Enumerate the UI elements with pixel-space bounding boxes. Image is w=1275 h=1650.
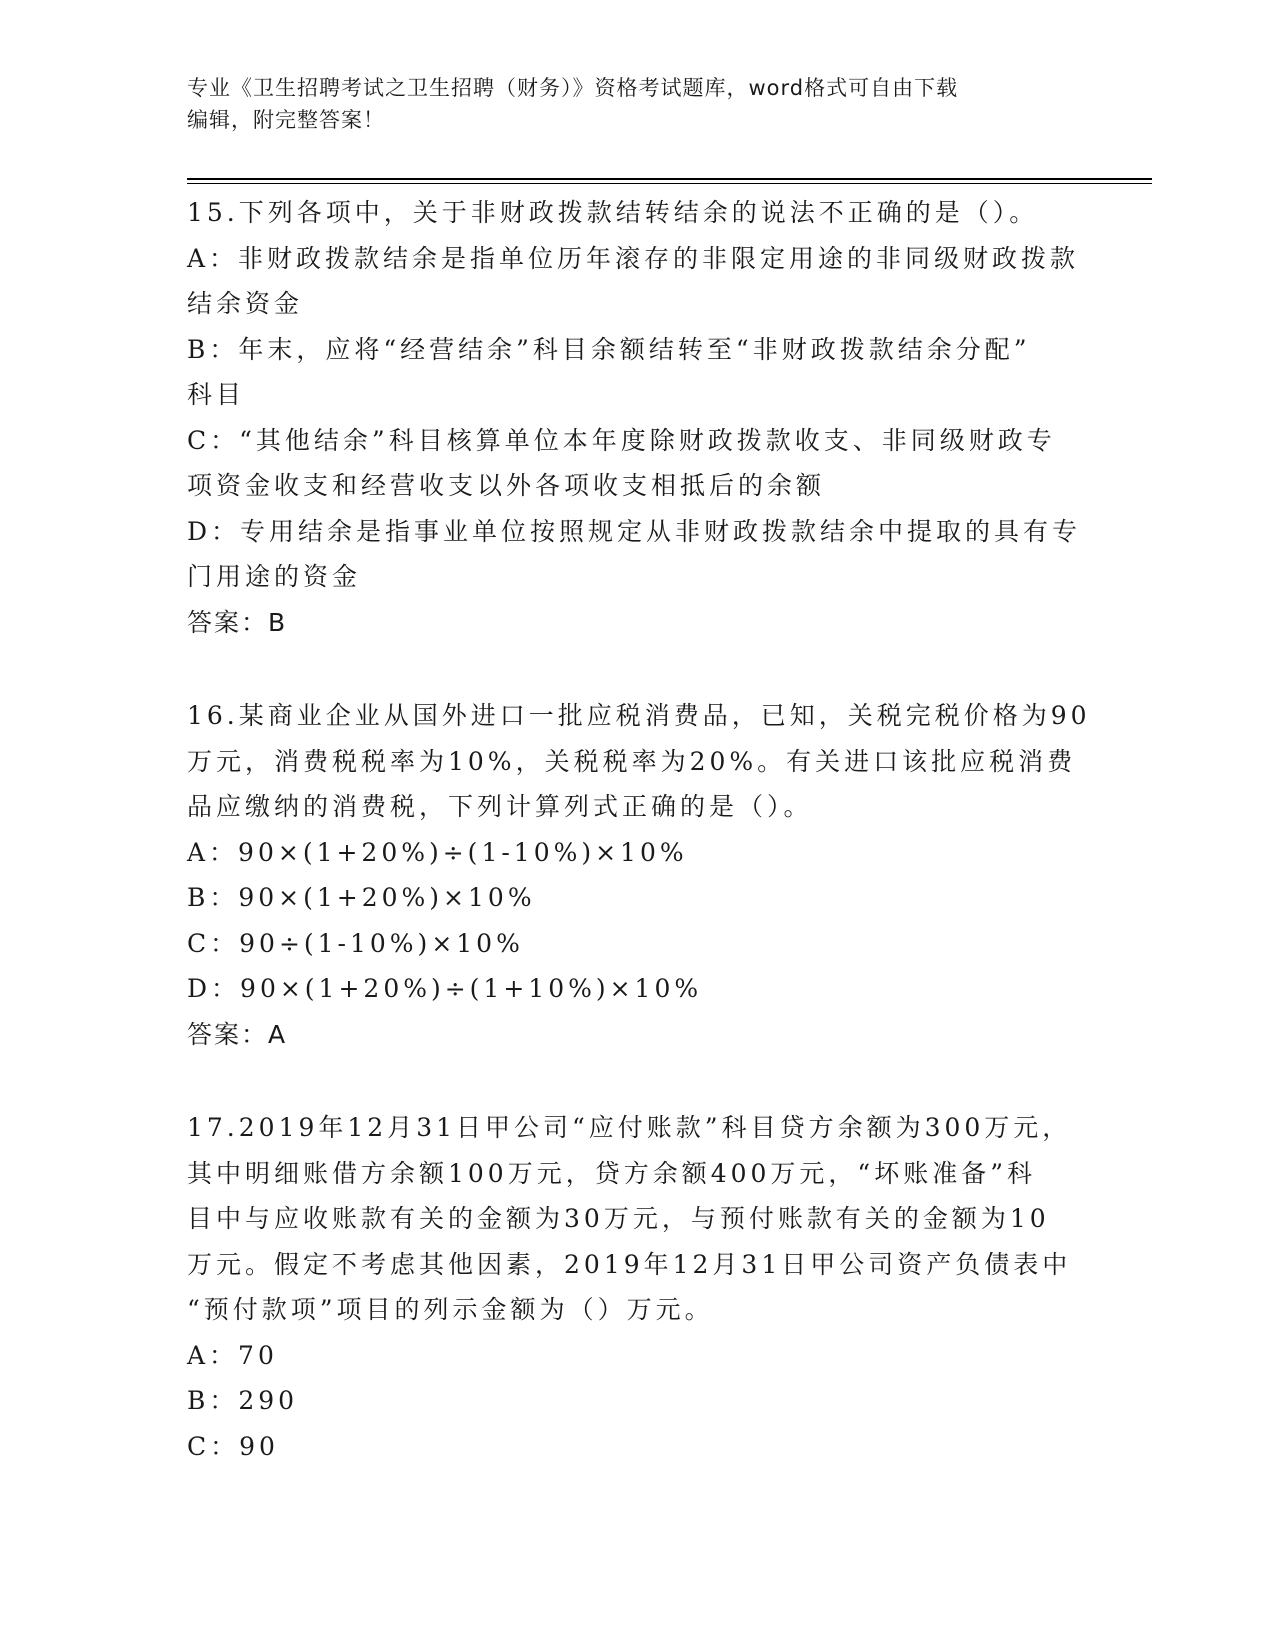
question-16-stem-3: 品应缴纳的消费税，下列计算列式正确的是（）。 <box>187 792 813 821</box>
question-list <box>187 190 1091 1517</box>
question-17-option-b: B：290 <box>187 1386 299 1415</box>
question-16-stem-2: 万元，消费税税率为10%，关税税率为20%。有关进口该批应税消费 <box>187 746 1077 776</box>
question-15-option-d: D：专用结余是指事业单位按照规定从非财政拨款结余中提取的具有专 <box>187 516 1082 546</box>
header-divider-thick <box>187 178 1152 180</box>
header-line-2: 编辑，附完整答案！ <box>187 108 385 132</box>
question-15-answer: 答案：B <box>187 607 288 637</box>
question-15-option-b: B：年末，应将“经营结余”科目余额结转至“非财政拨款结余分配” <box>187 334 1031 364</box>
header-divider-thin <box>187 183 1152 184</box>
question-16-option-b: B：90×(1+20%)×10% <box>187 883 536 912</box>
question-17-stem-5: “预付款项”项目的列示金额为（）万元。 <box>187 1295 714 1324</box>
question-16-option-a: A：90×(1+20%)÷(1-10%)×10% <box>187 837 688 867</box>
question-17-option-a: A：70 <box>187 1340 278 1370</box>
question-17-option-c: C：90 <box>187 1431 279 1461</box>
question-15 <box>187 190 1087 645</box>
question-15-option-b-cont: 科目 <box>187 380 246 409</box>
header-line-1: 专业《卫生招聘考试之卫生招聘（财务）》资格考试题库，word格式可自由下载 <box>187 76 959 100</box>
question-15-stem: 15.下列各项中，关于非财政拨款结转结余的说法不正确的是（）。 <box>187 198 1039 227</box>
question-15-option-c-cont: 项资金收支和经营收支以外各项收支相抵后的余额 <box>187 471 826 500</box>
question-17-stem-2: 其中明细账借方余额100万元，贷方余额400万元，“坏账准备”科 <box>187 1158 1036 1188</box>
question-15-option-a-cont: 结余资金 <box>187 289 304 318</box>
question-16-option-c: C：90÷(1-10%)×10% <box>187 928 524 958</box>
question-17 <box>187 1105 1087 1469</box>
question-16 <box>187 693 1091 1057</box>
question-15-option-d-cont: 门用途的资金 <box>187 562 362 591</box>
question-15-option-c: C：“其他结余”科目核算单位本年度除财政拨款收支、非同级财政专 <box>187 425 1056 455</box>
question-16-answer: 答案：A <box>187 1019 288 1049</box>
question-17-stem-4: 万元。假定不考虑其他因素，2019年12月31日甲公司资产负债表中 <box>187 1249 1072 1279</box>
question-17-stem-1: 17.2019年12月31日甲公司“应付账款”科目贷方余额为300万元， <box>187 1113 1072 1142</box>
question-16-stem-1: 16.某商业企业从国外进口一批应税消费品，已知，关税完税价格为90 <box>187 701 1091 730</box>
question-17-stem-3: 目中与应收账款有关的金额为30万元，与预付账款有关的金额为10 <box>187 1204 1050 1233</box>
question-16-option-d: D：90×(1+20%)÷(1+10%)×10% <box>187 974 703 1003</box>
document-header <box>187 72 1067 136</box>
question-15-option-a: A：非财政拨款结余是指单位历年滚存的非限定用途的非同级财政拨款 <box>187 243 1080 273</box>
